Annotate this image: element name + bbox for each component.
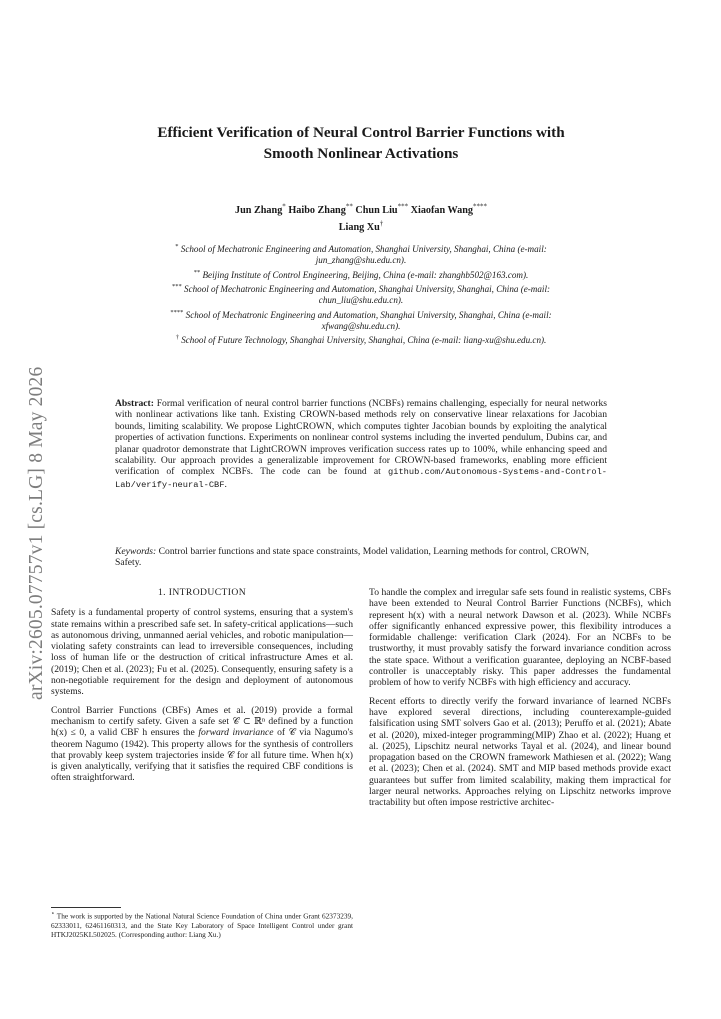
paragraph: Safety is a fundamental property of control systems, ensuring that a system's state remains within a prescribed safe set. In safety-critical applications—such as autonomous driving, unmanned aerial vehicles, and robotic manipulation—violating safety constraints can lead to irreversible consequences, including loss of human life or the destruction of critical infrastructure Ames et al. (2019); Chen et al. (2023); Fu et al. (2025). Consequently, ensuring safety is a non-negotiable requirement for the design and deployment of autonomous systems.: [51, 607, 353, 698]
keywords-label: Keywords:: [115, 546, 157, 557]
affiliation: **** School of Mechatronic Engineering and Automation, Shanghai University, Shanghai, China (e-mail: xfwang@shu.edu.cn).: [170, 308, 552, 331]
affiliation: † School of Future Technology, Shanghai University, Shanghai, China (e-mail: liang-xu@shu.edu.cn).: [175, 334, 547, 346]
affiliation: *** School of Mechatronic Engineering and Automation, Shanghai University, Shanghai, China (e-mail: chun_liu@shu.edu.cn).: [171, 282, 550, 306]
affiliation: ** Beijing Institute of Control Engineering, Beijing, China (e-mail: zhanghb502@163.com).: [193, 268, 529, 280]
footnote: ⋆ The work is supported by the National Natural Science Foundation of China under Grant 62373239, 62333011, 62461160313, and the State Key Laboratory of Space Intelligent Control under grant HTKJ2025KL502025. (Corresponding author: Liang Xu.): [51, 911, 353, 940]
affiliation: * School of Mechatronic Engineering and Automation, Shanghai University, Shanghai, China (e-mail: jun_zhang@shu.edu.cn).: [175, 243, 547, 266]
section-heading: 1. INTRODUCTION: [157, 587, 247, 598]
abstract-text: Formal verification of neural control barrier functions (NCBFs) remains challenging, especially for neural networks with nonlinear activations like tanh. Existing CROWN-based methods rely on conservative linear relaxations for Jacobian bounds, limiting scalability. We propose LightCROWN, which computes tighter Jacobian bounds by exploiting the analytical properties of activation functions. Experiments on nonlinear control systems including the inverted pendulum, Dubins car, and planar quadrotor demonstrate that LightCROWN improves verification success rates up to 100%, while enhancing speed and scalability. Our approach provides a generalizable improvement for CROWN-based frameworks, enabling more efficient verification of complex NCBFs. The code can be found at: [115, 398, 607, 478]
paragraph: Control Barrier Functions (CBFs) Ames et al. (2019) provide a formal mechanism to certify safety. Given a safe set 𝒞 ⊂ ℝⁿ defined by a function h(x) ≤ 0, a valid CBF h ensures the forward invariance of 𝒞 via Nagumo's theorem Nagumo (1942). This property allows for the synthesis of controllers that provably keep system trajectories inside 𝒞 for all future time. When h(x) is given analytically, verifying that it satisfies the required CBF conditions is often straightforward.: [51, 704, 353, 784]
author: Haibo Zhang**: [288, 203, 353, 217]
author: Jun Zhang*: [235, 203, 286, 217]
author-list: [150, 201, 572, 234]
left-column: [51, 587, 353, 791]
paragraph: To handle the complex and irregular safe sets found in realistic systems, CBFs have been extended to Neural Control Barrier Functions (NCBFs), which represent h(x) with a neural network Dawson et al. (2023). While NCBFs offer significantly enhanced expressive power, this flexibility introduces a formidable challenge: verification Clark (2024). For an NCBFs to be trustworthy, it must provably satisfy the forward invariance condition across the state space. Without a verification guarantee, deploying an NCBF-based controller is unacceptably risky. This paper addresses the fundamental problem of how to verify NCBFs with high efficiency and accuracy.: [369, 587, 671, 689]
keywords: [115, 546, 607, 569]
paper-title: Efficient Verification of Neural Control Barrier Functions with Smooth Nonlinear Activations: [157, 124, 565, 162]
footnote-rule: [51, 907, 121, 908]
code-link[interactable]: github.com/Autonomous-Systems-and-Control-Lab/verify-neural-CBF: [115, 467, 607, 490]
right-column: [369, 587, 671, 816]
abstract: Abstract: Formal verification of neural control barrier functions (NCBFs) remains challenging, especially for neural networks with nonlinear activations like tanh. Existing CROWN-based methods rely on conservative linear relaxations for Jacobian bounds, limiting scalability. We propose LightCROWN, which computes tighter Jacobian bounds by exploiting the analytical properties of activation functions. Experiments on nonlinear control systems including the inverted pendulum, Dubins car, and planar quadrotor demonstrate that LightCROWN improves verification success rates up to 100%, while enhancing speed and scalability. Our approach provides a generalizable improvement for CROWN-based frameworks, enabling more efficient verification of complex NCBFs. The code can be found at github.com/Autonomous-Systems-and-Control-Lab/verify-neural-CBF.: [115, 398, 607, 490]
keywords-text: Control barrier functions and state space constraints, Model validation, Learning methods for control, CROWN, Safety.: [115, 546, 589, 569]
affiliation-list: [168, 241, 554, 347]
author: Chun Liu***: [355, 203, 409, 217]
author: Xiaofan Wang****: [410, 203, 487, 217]
paragraph: Recent efforts to directly verify the forward invariance of learned NCBFs have explored several directions, including counterexample-guided falsification using SMT solvers Gao et al. (2013); Peruffo et al. (2021); Abate et al. (2020), mixed-integer programming(MIP) Zhao et al. (2022); Huang et al. (2025), Lipschitz neural networks Tayal et al. (2024), and linear bound propagation based on the CROWN framework Mathiesen et al. (2022); Wang et al. (2023); Chen et al. (2024). SMT and MIP based methods provide exact guarantees but suffer from limited scalability, making them impractical for larger neural networks. Approaches relying on Lipschitz networks improve tractability but often impose restrictive architec-: [369, 695, 671, 809]
author: Liang Xu†: [338, 219, 384, 233]
abstract-label: Abstract:: [115, 398, 154, 409]
arxiv-identifier: arXiv:2605.07757v1 [cs.LG] 8 May 2026: [26, 366, 47, 700]
